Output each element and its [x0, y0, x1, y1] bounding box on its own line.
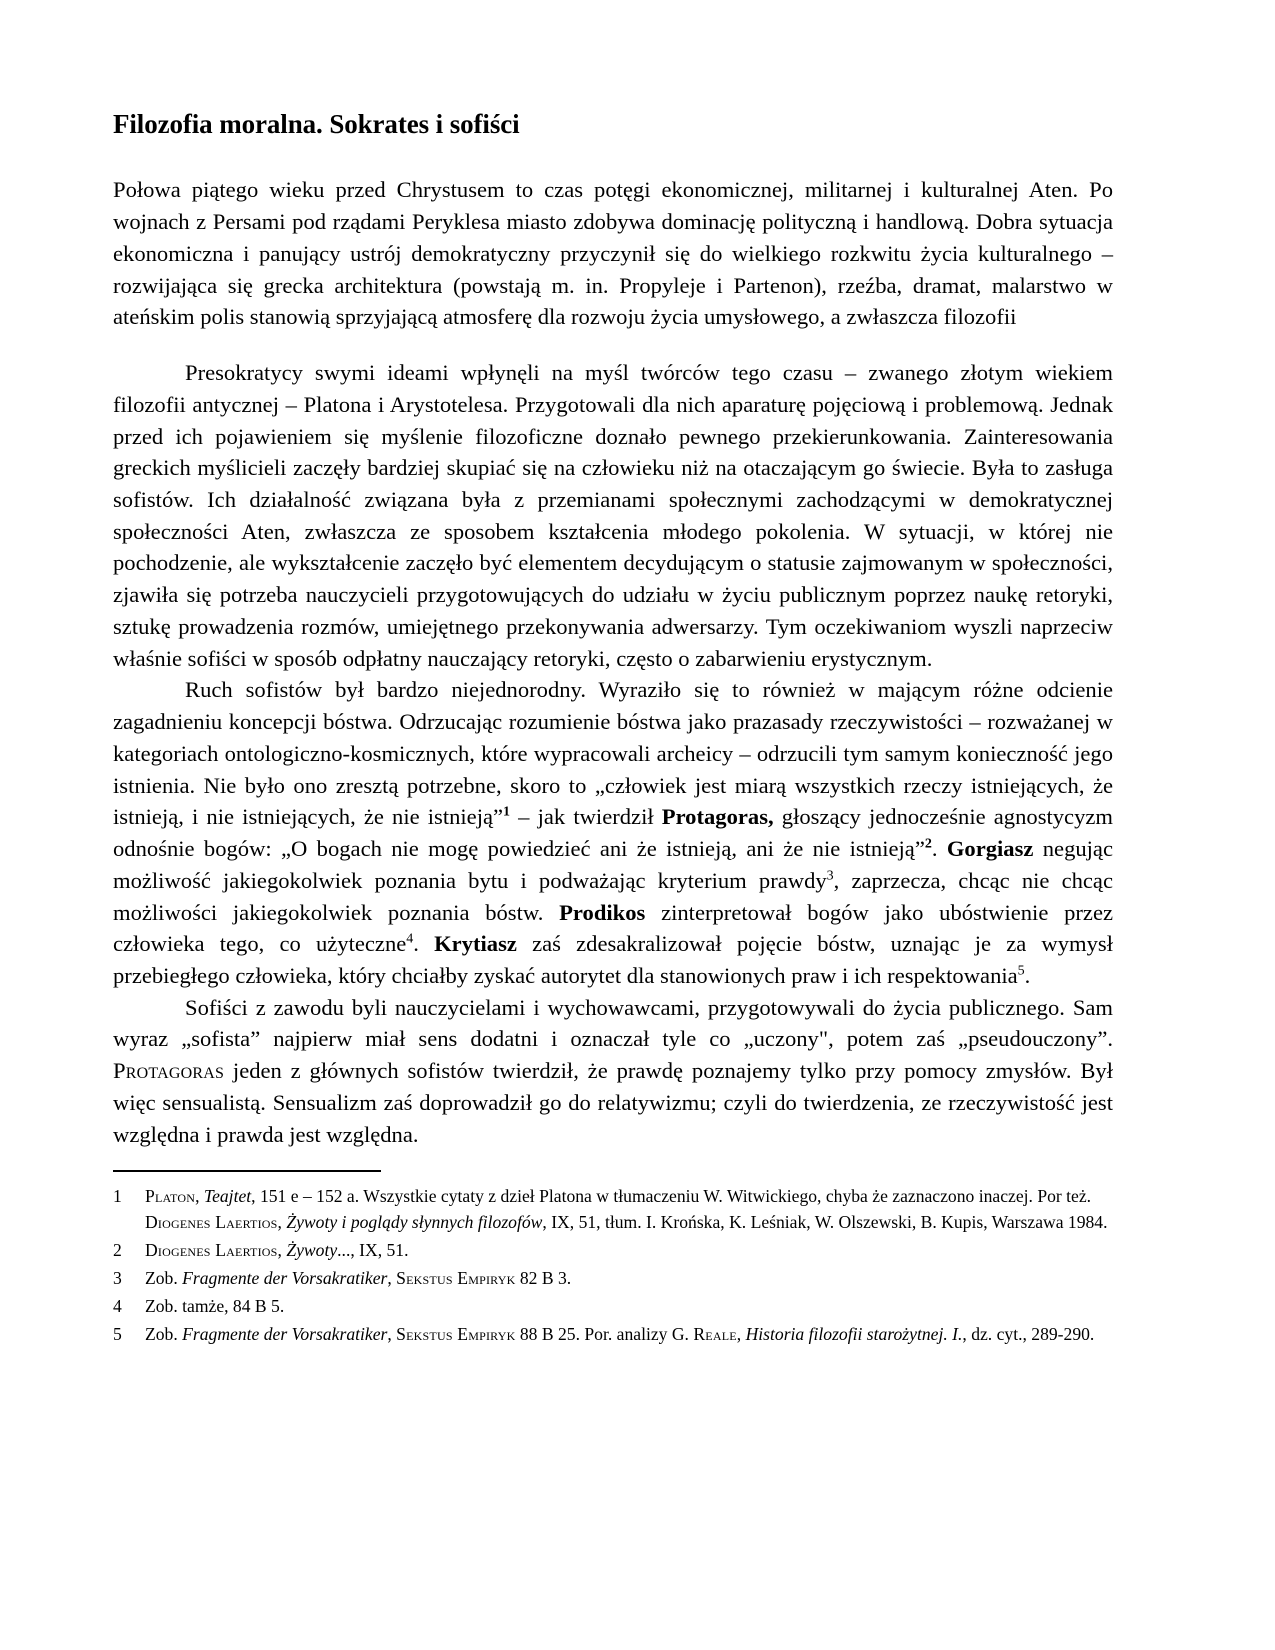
footnote-author-smallcaps: Platon [145, 1186, 196, 1207]
footnote-author-smallcaps: Diogenes Laertios [145, 1240, 278, 1261]
footnote-title-italic: Fragmente der Vorsakratiker [182, 1268, 388, 1288]
footnote-text-run: , dz. cyt., 289-290. [962, 1323, 1095, 1344]
footnote-author-smallcaps: Sekstus Empiryk [396, 1323, 516, 1344]
footnote-text-run: , [387, 1323, 397, 1344]
footnote-text-run: Zob. [145, 1323, 183, 1344]
philosopher-name-krytiasz: Krytiasz [434, 931, 517, 957]
footnote-number: 2 [113, 1240, 122, 1261]
footnote-title-italic: Żywoty i poglądy słynnych filozofów [286, 1212, 543, 1233]
text-run: , zaprzecza, chcąc nie chcąc możliwości jakiegokolwiek poznania bóstw. [113, 867, 1113, 925]
text-run: głoszący jednocześnie agnostycyzm odnośnie bogów: „O bogach nie mogę powiedzieć ani że istnieją, ani że nie istnieją” [113, 804, 1113, 862]
text-run: zinterpretował bogów jako ubóstwienie przez człowieka tego, co użyteczne [113, 899, 1113, 957]
footnote-text [145, 1238, 1123, 1264]
footnote-number: 3 [113, 1268, 122, 1288]
footnote-text-run: , [277, 1212, 287, 1233]
paragraph-sophists-movement [113, 674, 1113, 991]
philosopher-name-gorgiasz: Gorgiasz [946, 836, 1034, 862]
footnote-text-run: Zob. [145, 1268, 183, 1288]
footnote-item [113, 1322, 1123, 1348]
text-run: Sofiści z zawodu byli nauczycielami i wychowawcami, przygotowywali do życia publicznego. Sam wyraz „sofista” najpierw miał sens dodatni i oznaczał tyle co „uczony", potem zaś „pseudouczony”. [113, 994, 1113, 1052]
text-run: . [931, 836, 947, 862]
footnotes-section [113, 1184, 1123, 1347]
footnote-text [145, 1184, 1123, 1236]
footnote-text-run: 88 B 25. Por. analizy G. [515, 1323, 694, 1344]
footnote-number: 4 [113, 1295, 122, 1316]
philosopher-name-protagoras-smallcaps: Protagoras [113, 1058, 225, 1084]
footnote-ref-1[interactable]: 1 [503, 804, 511, 820]
footnote-ref-5[interactable]: 5 [1017, 963, 1025, 979]
text-run: – jak twierdził [510, 804, 662, 830]
footnote-item [113, 1294, 1123, 1320]
footnote-item [113, 1184, 1123, 1236]
paragraph-sophists-profession [113, 992, 1113, 1151]
footnote-text-run: , IX, 51, tłum. I. Krońska, K. Leśniak, W. Olszewski, B. Kupis, Warszawa 1984. [542, 1212, 1108, 1233]
footnote-title-italic: Teajtet [203, 1186, 252, 1207]
footnote-text-run: , 151 e – 152 a. Wszystkie cytaty z dzieł Platona w tłumaczeniu W. Witwickiego, chyba że zaznaczono inaczej. Por też. [251, 1186, 1092, 1207]
footnote-ref-4[interactable]: 4 [406, 931, 414, 947]
footnote-text [145, 1322, 1123, 1348]
footnote-text [145, 1294, 1123, 1320]
philosopher-name-prodikos: Prodikos [559, 899, 646, 925]
footnote-text [145, 1266, 1123, 1292]
text-run: Ruch sofistów był bardzo niejednorodny. Wyraziło się to również w mającym różne odcienie zagadnieniu koncepcji bóstwa. Odrzucając rozumienie bóstwa jako prazasady rzeczywistości – rozważanej w kategoriach ontologiczno-kosmicznych, które wypracowali archeicy – odrzucili tym samym konieczność jego istnienia. Nie było ono zresztą potrzebne, skoro to „człowiek jest miarą wszystkich rzeczy istniejących, że istnieją, i nie istniejących, że nie istnieją” [113, 677, 1113, 830]
footnote-number: 5 [113, 1323, 122, 1344]
footnote-text-run: , [195, 1186, 204, 1207]
footnote-ref-2[interactable]: 2 [924, 836, 932, 852]
footnote-text-run: ..., IX, 51. [337, 1240, 409, 1261]
text-run: . [1024, 963, 1031, 989]
footnote-title-italic: Żywoty [286, 1240, 338, 1261]
text-run: . [413, 931, 435, 957]
footnote-text-run: , [277, 1240, 287, 1261]
text-run: zaś zdesakralizował pojęcie bóstw, uznając je za wymysł przebiegłego człowieka, który chciałby zyskać autorytet dla stanowionych praw i ich respektowania [113, 931, 1113, 989]
footnote-author-smallcaps: Diogenes Laertios [145, 1212, 278, 1233]
text-run: negując możliwość jakiegokolwiek poznania bytu i podważając kryterium prawdy [113, 836, 1113, 893]
philosopher-name-protagoras: Protagoras, [661, 804, 774, 830]
footnote-text-run: , [387, 1268, 397, 1288]
footnote-separator [113, 1170, 381, 1172]
footnote-text-run: , [736, 1323, 746, 1344]
paragraph-presocratics: Presokratycy swymi ideami wpłynęli na myśl twórców tego czasu – zwanego złotym wiekiem filozofii antycznej – Platona i Arystotelesa. Przygotowali dla nich aparaturę pojęciową i problemową. Jednak przed ich pojawieniem się myślenie filozoficzne doznało pewnego przekierunkowania. Zainteresowania greckich myślicieli zaczęły bardziej skupiać się na człowieku niż na otaczającym go świecie. Była to zasługa sofistów. Ich działalność związana była z przemianami społecznymi zachodzącymi w demokratycznej społeczności Aten, zwłaszcza ze sposobem kształcenia młodego pokolenia. W sytuacji, w której nie pochodzenie, ale wykształcenie zaczęło być elementem decydującym o statusie zajmowanym w społeczności, zjawiła się potrzeba nauczycieli przygotowujących do udziału w życiu publicznym poprzez naukę retoryki, sztukę prowadzenia rozmów, umiejętnego przekonywania adwersarzy. Tym oczekiwaniom wyszli naprzeciw właśnie sofiści w sposób odpłatny nauczający retoryki, często o zabarwieniu erystycznym. [113, 360, 1113, 671]
footnote-text-run: 82 B 3. [515, 1268, 572, 1288]
footnote-text-run: Zob. tamże, 84 B 5. [145, 1295, 285, 1316]
footnote-title-italic: Fragmente der Vorsakratiker [182, 1323, 388, 1344]
footnote-author-smallcaps: Reale [693, 1323, 737, 1344]
paragraph-intro: Połowa piątego wieku przed Chrystusem to czas potęgi ekonomicznej, militarnej i kulturalnej Aten. Po wojnach z Persami pod rządami Peryklesa miasto zdobywa dominację polityczną i handlową. Dobra sytuacja ekonomiczna i panujący ustrój demokratyczny przyczynił się do wielkiego rozkwitu życia kulturalnego – rozwijająca się grecka architektura (powstają m. in. Propyleje i Partenon), rzeźba, dramat, malarstwo w ateńskim polis stanowią sprzyjającą atmosferę dla rozwoju życia umysłowego, a zwłaszcza filozofii [113, 177, 1113, 330]
page-title: Filozofia moralna. Sokrates i sofiści [113, 109, 520, 139]
footnote-number: 1 [113, 1186, 122, 1207]
footnote-item [113, 1238, 1123, 1264]
footnote-ref-3[interactable]: 3 [826, 868, 834, 884]
text-run: jeden z głównych sofistów twierdził, że prawdę poznajemy tylko przy pomocy zmysłów. Był więc sensualistą. Sensualizm zaś doprowadził go do relatywizmu; czyli do twierdzenia, ze rzeczywistość jest względna i prawda jest względna. [113, 1058, 1113, 1147]
footnote-title-italic: Historia filozofii starożytnej. I. [745, 1323, 963, 1344]
footnote-item [113, 1266, 1123, 1292]
footnote-author-smallcaps: Sekstus Empiryk [396, 1268, 516, 1288]
